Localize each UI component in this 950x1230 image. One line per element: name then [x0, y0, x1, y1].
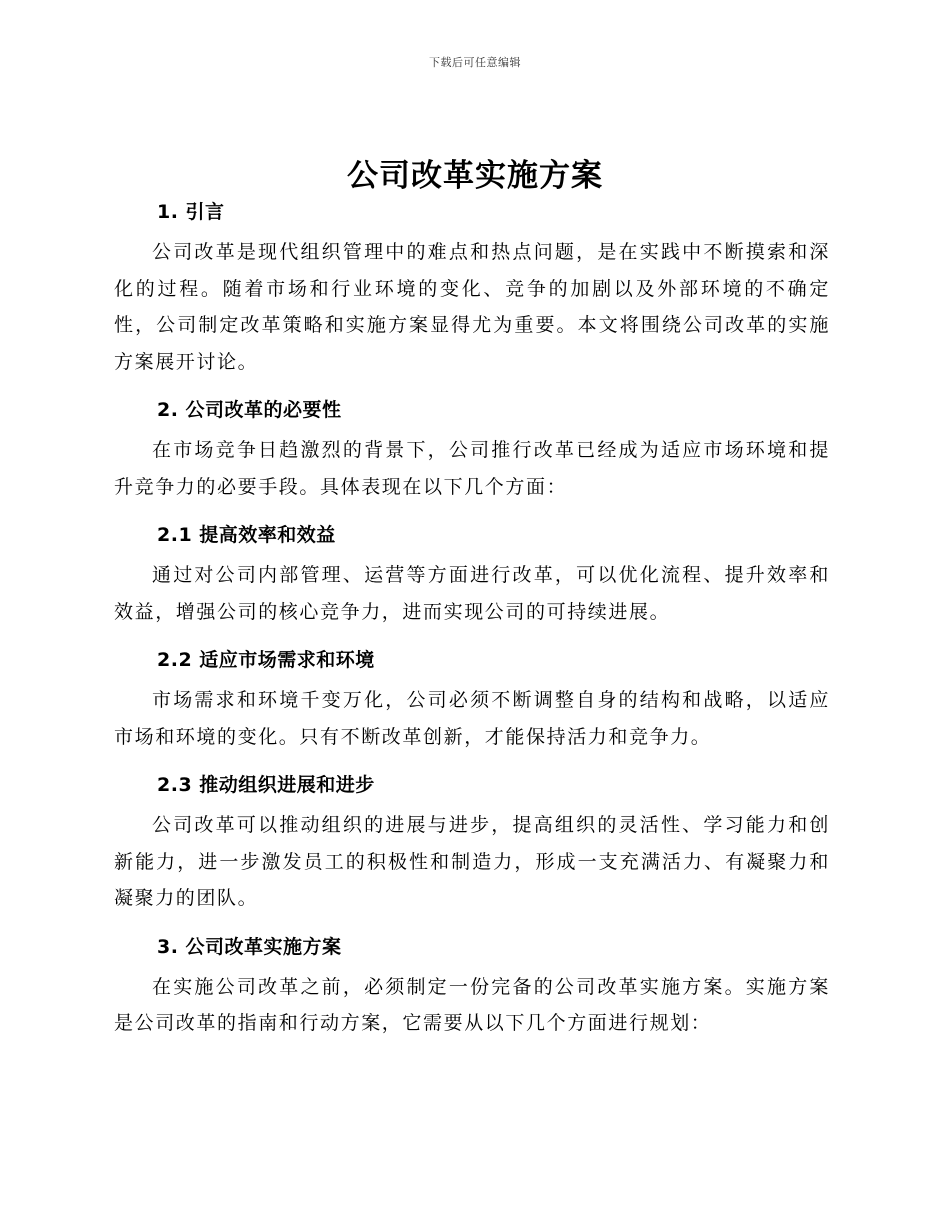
section-paragraph-necessity: 在市场竞争日趋激烈的背景下，公司推行改革已经成为适应市场环境和提升竞争力的必要手段。具体表现在以下几个方面：: [114, 439, 830, 498]
section-paragraph-efficiency: 通过对公司内部管理、运营等方面进行改革，可以优化流程、提升效率和效益，增强公司的核心竞争力，进而实现公司的可持续进展。: [114, 564, 830, 623]
document-title: 公司改革实施方案: [347, 158, 603, 194]
section-heading-efficiency: 2.1 提高效率和效益: [157, 524, 336, 546]
section-paragraph-intro: 公司改革是现代组织管理中的难点和热点问题，是在实践中不断摸索和深化的过程。随着市场和行业环境的变化、竞争的加剧以及外部环境的不确定性，公司制定改革策略和实施方案显得尤为重要。本文将围绕公司改革的实施方案展开讨论。: [114, 241, 830, 373]
header-note: 下载后可任意编辑: [429, 56, 521, 69]
section-paragraph-progress: 公司改革可以推动组织的进展与进步，提高组织的灵活性、学习能力和创新能力，进一步激发员工的积极性和制造力，形成一支充满活力、有凝聚力和凝聚力的团队。: [114, 814, 830, 909]
section-heading-intro: 1. 引言: [157, 201, 225, 223]
section-paragraph-plan: 在实施公司改革之前，必须制定一份完备的公司改革实施方案。实施方案是公司改革的指南和行动方案，它需要从以下几个方面进行规划：: [114, 975, 830, 1034]
document-body: [114, 196, 830, 1056]
section-heading-necessity: 2. 公司改革的必要性: [157, 399, 342, 421]
section-paragraph-market: 市场需求和环境千变万化，公司必须不断调整自身的结构和战略，以适应市场和环境的变化。只有不断改革创新，才能保持活力和竞争力。: [114, 689, 830, 748]
section-heading-plan: 3. 公司改革实施方案: [157, 935, 342, 958]
section-heading-progress: 2.3 推动组织进展和进步: [157, 774, 375, 796]
section-heading-market: 2.2 适应市场需求和环境: [157, 649, 375, 671]
